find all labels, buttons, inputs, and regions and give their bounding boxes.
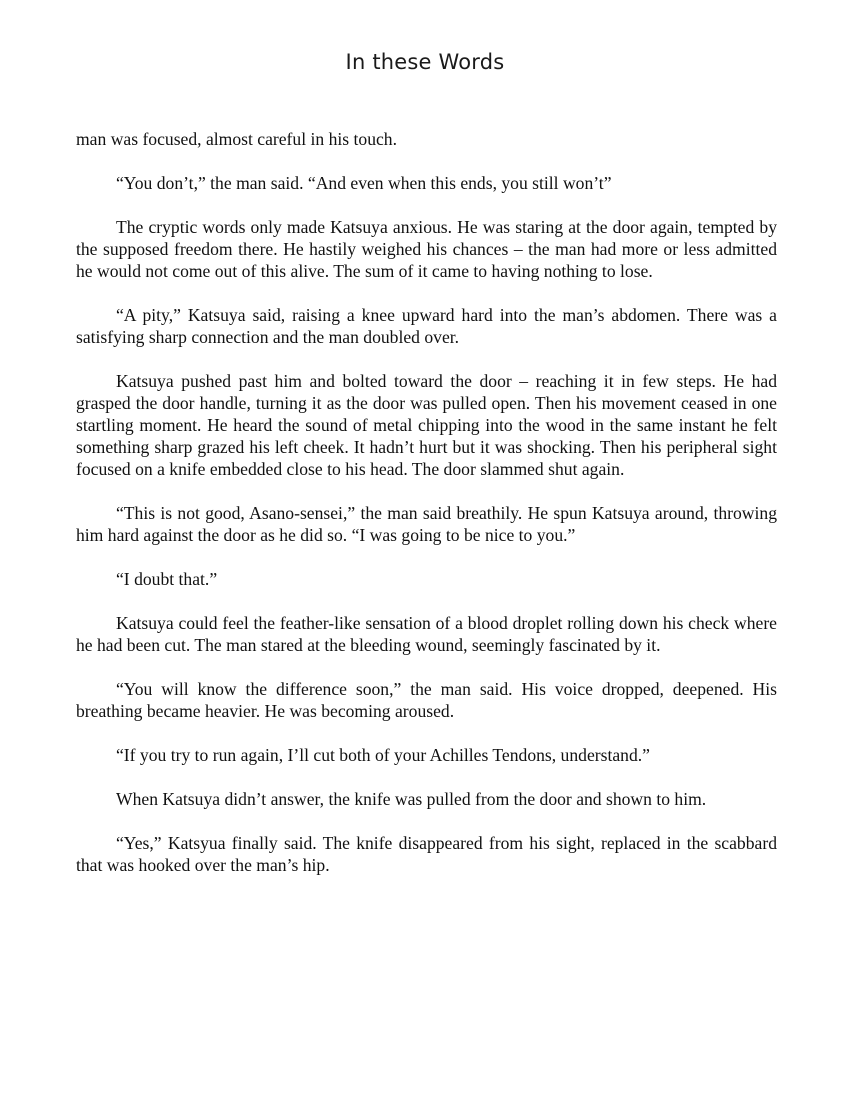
- paragraph-8: Katsuya could feel the feather-like sensation of a blood droplet rolling down his check where he had been cut. The man stared at the bleeding wound, seemingly fascinated by it.: [76, 613, 777, 655]
- paragraph-11: When Katsuya didn’t answer, the knife was pulled from the door and shown to him.: [116, 789, 707, 809]
- paragraph-6: “This is not good, Asano-sensei,” the man said breathily. He spun Katsuya around, throwing him hard against the door as he did so. “I was going to be nice to you.”: [76, 503, 777, 545]
- paragraph-2: “You don’t,” the man said. “And even when this ends, you still won’t”: [116, 173, 612, 193]
- paragraph-12: “Yes,” Katsyua finally said. The knife disappeared from his sight, replaced in the scabbard that was hooked over the man’s hip.: [76, 833, 777, 875]
- running-header: In these Words: [345, 50, 505, 74]
- paragraph-10: “If you try to run again, I’ll cut both of your Achilles Tendons, understand.”: [116, 745, 650, 765]
- paragraph-1: man was focused, almost careful in his touch.: [76, 129, 398, 149]
- paragraph-7: “I doubt that.”: [116, 569, 218, 589]
- paragraph-4: “A pity,” Katsuya said, raising a knee upward hard into the man’s abdomen. There was a satisfying sharp connection and the man doubled over.: [76, 305, 777, 347]
- paragraph-3: The cryptic words only made Katsuya anxious. He was staring at the door again, tempted by the supposed freedom there. He hastily weighed his chances – the man had more or less admitted he would not come out of this alive. The sum of it came to having nothing to lose.: [76, 217, 777, 281]
- paragraph-5: Katsuya pushed past him and bolted toward the door – reaching it in few steps. He had grasped the door handle, turning it as the door was pulled open. Then his movement ceased in one startling moment. He heard the sound of metal chipping into the wood in the same instant he felt something sharp grazed his left cheek. It hadn’t hurt but it was shocking. Then his peripheral sight focused on a knife embedded close to his head. The door slammed shut again.: [76, 371, 777, 479]
- paragraph-9: “You will know the difference soon,” the man said. His voice dropped, deepened. His breathing became heavier. He was becoming aroused.: [76, 679, 777, 721]
- body-text: [76, 128, 777, 898]
